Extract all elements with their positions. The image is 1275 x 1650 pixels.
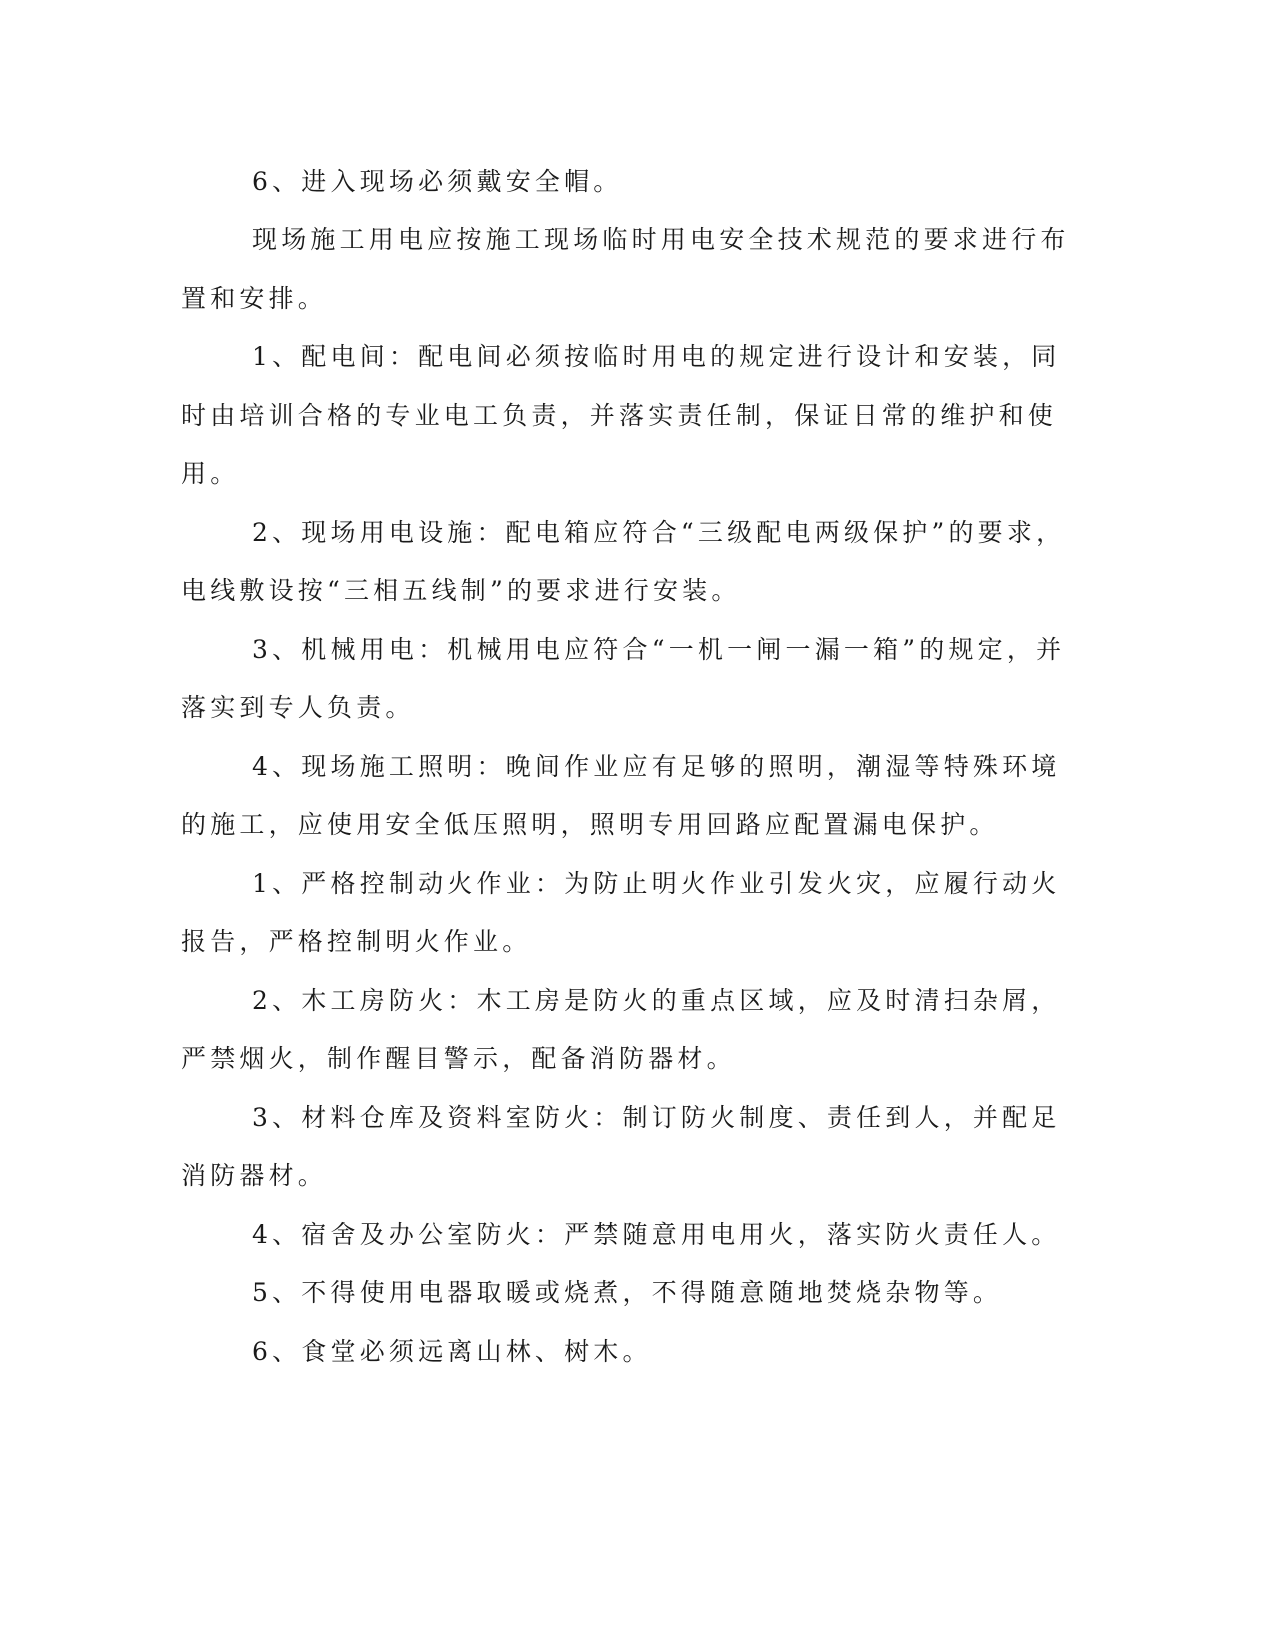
item-woodshop-fire-cont: 严禁烟火，制作醒目警示，配备消防器材。: [181, 1044, 736, 1073]
item-site-lighting: 4、现场施工照明：晚间作业应有足够的照明，潮湿等特殊环境: [252, 752, 1061, 781]
item-helmet: 6、进入现场必须戴安全帽。: [252, 167, 623, 196]
item-hot-work-control-cont: 报告，严格控制明火作业。: [181, 927, 532, 956]
item-machinery-electricity-cont: 落实到专人负责。: [181, 693, 415, 722]
item-dormitory-fire: 4、宿舍及办公室防火：严禁随意用电用火，落实防火责任人。: [252, 1220, 1061, 1249]
item-warehouse-fire: 3、材料仓库及资料室防火：制订防火制度、责任到人，并配足: [252, 1103, 1061, 1132]
item-machinery-electricity: 3、机械用电：机械用电应符合“一机一闸一漏一箱”的规定，并: [252, 635, 1066, 664]
item-site-lighting-cont: 的施工，应使用安全低压照明，照明专用回路应配置漏电保护。: [181, 810, 999, 839]
item-hot-work-control: 1、严格控制动火作业：为防止明火作业引发火灾，应履行动火: [252, 869, 1061, 898]
item-site-electric-facilities-cont: 电线敷设按“三相五线制”的要求进行安装。: [181, 576, 741, 605]
item-distribution-room-cont: 用。: [181, 459, 240, 488]
item-distribution-room: 1、配电间：配电间必须按临时用电的规定进行设计和安装，同: [252, 342, 1061, 371]
item-site-electric-facilities: 2、现场用电设施：配电箱应符合“三级配电两级保护”的要求，: [252, 518, 1066, 547]
item-warehouse-fire-cont: 消防器材。: [181, 1161, 328, 1190]
item-no-heaters: 5、不得使用电器取暖或烧煮，不得随意随地焚烧杂物等。: [252, 1278, 1003, 1307]
item-canteen-location: 6、食堂必须远离山林、树木。: [252, 1337, 652, 1366]
paragraph-electricity-intro-cont: 置和安排。: [181, 284, 328, 313]
paragraph-electricity-intro: 现场施工用电应按施工现场临时用电安全技术规范的要求进行布: [252, 225, 1070, 254]
item-woodshop-fire: 2、木工房防火：木工房是防火的重点区域，应及时清扫杂屑，: [252, 986, 1061, 1015]
item-distribution-room-cont: 时由培训合格的专业电工负责，并落实责任制，保证日常的维护和使: [181, 401, 1058, 430]
